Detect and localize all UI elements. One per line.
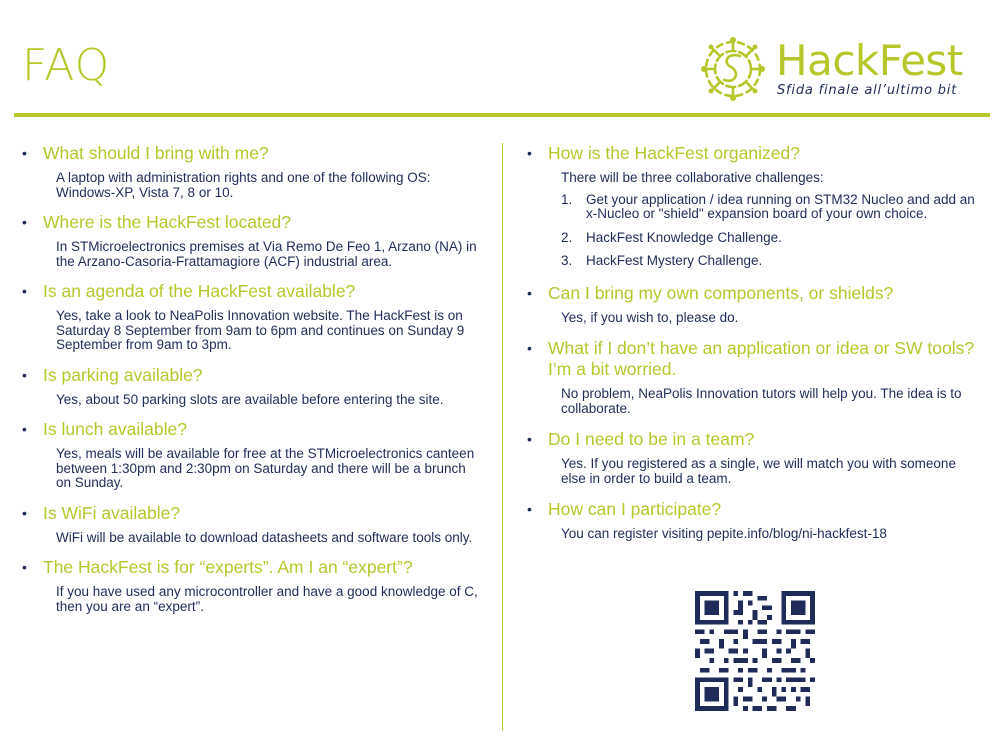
faq-answer: Yes, about 50 parking slots are available before entering the site. [56, 391, 444, 407]
faq-item [22, 281, 482, 353]
faq-item [22, 419, 482, 491]
circuit-logo-icon [698, 34, 768, 104]
faq-item [22, 212, 482, 269]
faq-question: • What should I bring with me? [22, 143, 482, 164]
logo-name: HackFest [776, 36, 963, 85]
faq-answer: If you have used any microcontroller and have a good knowledge of C, then you are an “expert”. [56, 584, 478, 614]
faq-answer: WiFi will be available to download datasheets and software tools only. [56, 529, 473, 545]
faq-answer: Yes. If you registered as a single, we will match you with someone else in order to build a team. [561, 456, 956, 486]
page-title: FAQ [22, 40, 111, 91]
faq-item [22, 365, 482, 408]
faq-item [22, 503, 482, 546]
faq-question: • How can I participate? [527, 499, 982, 520]
faq-item [527, 499, 982, 542]
header-rule [14, 113, 990, 117]
faq-item [527, 429, 982, 486]
faq-answer: Yes, take a look to NeaPolis Innovation website. The HackFest is on Saturday 8 September from 9am to 6pm and continues on Sunday 9 September from 9am to 3pm. [56, 308, 465, 352]
challenge-item [561, 193, 982, 222]
faq-answer: Yes, meals will be available for free at the STMicroelectronics canteen between 1:30pm and 2:30pm on Saturday and there will be a brunch on Sunday. [56, 446, 475, 490]
faq-item [527, 283, 982, 326]
challenge-text: Get your application / idea running on STM32 Nucleo and add an x-Nucleo or "shield" expansion board of your own choice. [586, 191, 975, 221]
faq-question: • Is WiFi available? [22, 503, 482, 524]
faq-question: • Is lunch available? [22, 419, 482, 440]
faq-answer: You can register visiting pepite.info/blog/ni-hackfest-18 [561, 526, 887, 541]
challenge-number: 3. [561, 253, 573, 268]
challenge-text: HackFest Knowledge Challenge. [586, 229, 782, 245]
faq-item [527, 338, 982, 416]
hackfest-logo [698, 34, 998, 104]
faq-answer: Yes, if you wish to, please do. [561, 309, 739, 325]
challenge-item [561, 231, 982, 246]
challenge-list [561, 193, 982, 269]
logo-tagline: Sfida finale all’ultimo bit [777, 83, 958, 98]
faq-item [22, 557, 482, 614]
faq-answer: In STMicroelectronics premises at Via Remo De Feo 1, Arzano (NA) in the Arzano-Casoria-Frattamagiore (ACF) industrial area. [56, 239, 477, 269]
faq-answer: No problem, NeaPolis Innovation tutors will help you. The idea is to collaborate. [561, 386, 962, 416]
faq-question: • Do I need to be in a team? [527, 429, 982, 450]
faq-answer: A laptop with administration rights and one of the following OS: Windows-XP, Vista 7, 8 or 10. [56, 170, 431, 200]
faq-question: • How is the HackFest organized? [527, 143, 982, 164]
faq-question: • Is parking available? [22, 365, 482, 386]
right-column [527, 143, 982, 556]
faq-question: • Can I bring my own components, or shields? [527, 283, 982, 304]
faq-item [22, 143, 482, 200]
faq-question: • The HackFest is for “experts”. Am I an “expert”? [22, 557, 482, 578]
challenge-text: HackFest Mystery Challenge. [586, 253, 763, 268]
qr-code-icon [695, 591, 815, 711]
faq-question: • Is an agenda of the HackFest available? [22, 281, 482, 302]
challenge-number: 1. [561, 191, 573, 207]
challenge-number: 2. [561, 229, 573, 245]
faq-answer: There will be three collaborative challenges: [561, 170, 824, 185]
left-column [22, 143, 482, 628]
faq-question: • What if I don’t have an application or idea or SW tools? I’m a bit worried. [527, 338, 982, 380]
column-divider [502, 143, 503, 731]
challenge-item [561, 254, 982, 269]
faq-item [527, 143, 982, 269]
faq-question: • Where is the HackFest located? [22, 212, 482, 233]
